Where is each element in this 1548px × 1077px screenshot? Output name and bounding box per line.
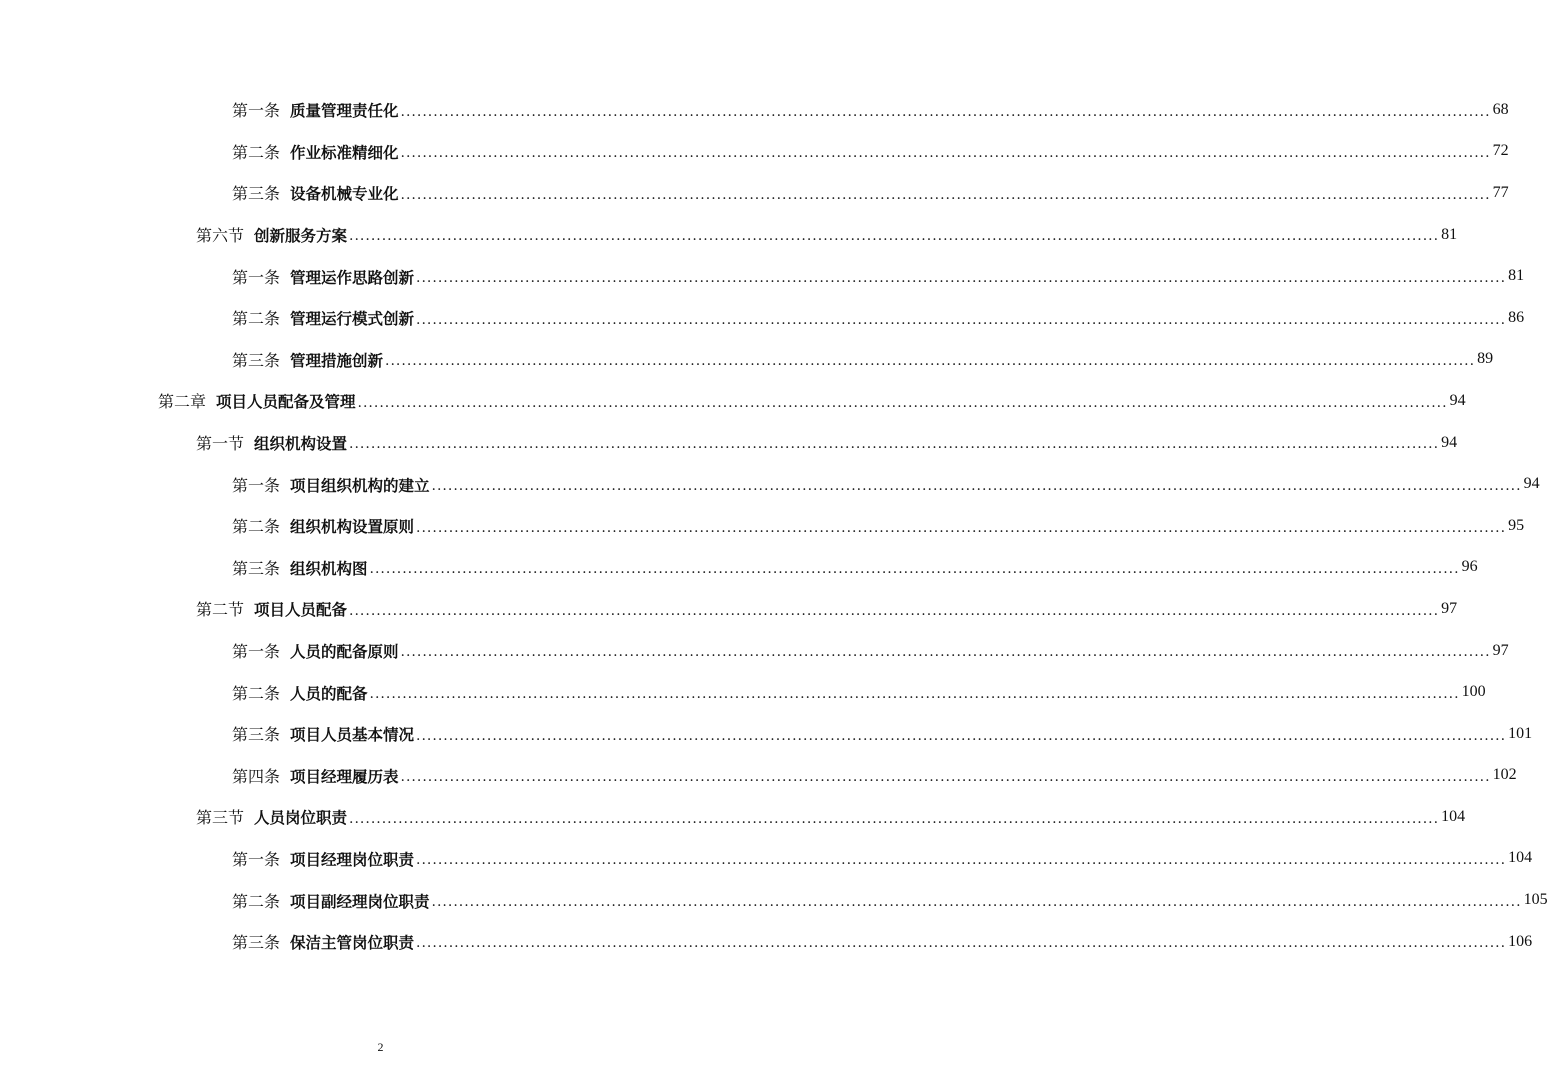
toc-entry[interactable] xyxy=(0,796,1466,838)
toc-leader-dots: ........................................................................................................................................................................................................ xyxy=(385,353,1476,370)
toc-entry-page: 86 xyxy=(1508,308,1525,326)
toc-entry-page: 81 xyxy=(1441,225,1458,243)
toc-entry[interactable] xyxy=(0,463,1540,505)
toc-entry-number: 第二条 xyxy=(232,517,281,537)
toc-entry-label xyxy=(232,722,414,745)
toc-leader-dots: ........................................................................................................................................................................................................ xyxy=(416,311,1507,328)
toc-entry-title: 管理措施创新 xyxy=(290,351,384,370)
toc-entry-title: 组织机构设置 xyxy=(254,435,348,454)
toc-entry-label xyxy=(232,639,399,662)
toc-leader-dots: ........................................................................................................................................................................................................ xyxy=(349,228,1440,245)
toc-entry-page: 95 xyxy=(1508,516,1525,534)
toc-entry-number: 第三条 xyxy=(232,558,281,578)
toc-entry-title: 组织机构图 xyxy=(290,559,368,578)
toc-entry-label xyxy=(232,514,414,537)
toc-entry[interactable] xyxy=(0,838,1533,880)
toc-entry[interactable] xyxy=(0,713,1533,755)
toc-entry[interactable] xyxy=(0,214,1458,256)
toc-entry[interactable] xyxy=(0,89,1509,131)
toc-entry-number: 第三条 xyxy=(232,933,281,953)
toc-entry[interactable] xyxy=(0,339,1494,381)
toc-entry-number: 第三节 xyxy=(196,808,245,828)
toc-entry-number: 第一条 xyxy=(232,642,281,662)
toc-entry-title: 作业标准精细化 xyxy=(290,143,399,162)
toc-entry-page: 72 xyxy=(1492,142,1509,160)
toc-entry-page: 97 xyxy=(1492,641,1509,659)
toc-entry-number: 第一条 xyxy=(232,849,281,869)
toc-entry-number: 第二条 xyxy=(232,142,281,162)
toc-entry-label xyxy=(232,681,368,704)
toc-entry-title: 项目人员基本情况 xyxy=(290,726,415,745)
toc-entry[interactable] xyxy=(0,131,1509,173)
toc-entry-label xyxy=(232,265,414,288)
toc-entry-number: 第三条 xyxy=(232,184,281,204)
toc-leader-dots: ........................................................................................................................................................................................................ xyxy=(416,852,1507,869)
toc-entry-label xyxy=(158,389,356,412)
toc-entry-label xyxy=(232,764,399,787)
toc-entry-page: 77 xyxy=(1492,183,1509,201)
toc-leader-dots: ........................................................................................................................................................................................................ xyxy=(400,644,1491,661)
toc-entry-page: 106 xyxy=(1508,932,1533,950)
toc-entry[interactable] xyxy=(0,755,1517,797)
toc-leader-dots: ........................................................................................................................................................................................................ xyxy=(416,935,1507,952)
toc-leader-dots: ........................................................................................................................................................................................................ xyxy=(416,269,1507,286)
toc-entry-page: 94 xyxy=(1523,475,1540,493)
toc-entry-number: 第二节 xyxy=(196,600,245,620)
toc-leader-dots: ........................................................................................................................................................................................................ xyxy=(349,436,1440,453)
toc-entry-page: 96 xyxy=(1461,558,1478,576)
toc-entry-title: 项目经理履历表 xyxy=(290,767,399,786)
toc-entry-number: 第一节 xyxy=(196,434,245,454)
toc-entry-number: 第六节 xyxy=(196,226,245,246)
toc-entry-title: 项目副经理岗位职责 xyxy=(290,892,430,911)
toc-entry-label xyxy=(232,473,430,496)
page-number: 2 xyxy=(377,1040,384,1054)
toc-entry-title: 创新服务方案 xyxy=(254,227,348,246)
toc-leader-dots: ........................................................................................................................................................................................................ xyxy=(357,394,1448,411)
toc-entry-label xyxy=(232,181,399,204)
toc-leader-dots: ........................................................................................................................................................................................................ xyxy=(369,685,1460,702)
toc-entry-number: 第一条 xyxy=(232,475,281,495)
toc-entry-title: 人员岗位职责 xyxy=(254,809,348,828)
toc-leader-dots: ........................................................................................................................................................................................................ xyxy=(416,519,1507,536)
toc-entry-page: 102 xyxy=(1492,766,1517,784)
toc-entry-number: 第二条 xyxy=(232,683,281,703)
toc-leader-dots: ........................................................................................................................................................................................................ xyxy=(431,477,1522,494)
toc-entry-number: 第二条 xyxy=(232,309,281,329)
toc-entry-label xyxy=(232,98,399,121)
toc-entry-page: 89 xyxy=(1477,350,1494,368)
toc-entry-title: 项目人员配备及管理 xyxy=(216,393,356,412)
toc-entry-label xyxy=(232,889,430,912)
toc-entry-title: 人员的配备原则 xyxy=(290,643,399,662)
toc-entry-number: 第二章 xyxy=(158,392,207,412)
toc-entry[interactable] xyxy=(0,547,1478,589)
toc-entry[interactable] xyxy=(0,671,1486,713)
toc-entry-label xyxy=(232,348,383,371)
toc-entry-title: 保洁主管岗位职责 xyxy=(290,934,415,953)
toc-entry-page: 101 xyxy=(1508,724,1533,742)
toc-entry-title: 组织机构设置原则 xyxy=(290,518,415,537)
toc-leader-dots: ........................................................................................................................................................................................................ xyxy=(400,769,1491,786)
toc-entry-number: 第四条 xyxy=(232,766,281,786)
toc-entry[interactable] xyxy=(0,172,1509,214)
toc-entry-label xyxy=(196,597,347,620)
toc-entry[interactable] xyxy=(0,588,1458,630)
toc-entry[interactable] xyxy=(0,921,1533,963)
toc-leader-dots: ........................................................................................................................................................................................................ xyxy=(349,810,1440,827)
toc-entry-label xyxy=(232,140,399,163)
toc-leader-dots: ........................................................................................................................................................................................................ xyxy=(400,103,1491,120)
toc-entry-label xyxy=(196,431,347,454)
toc-entry[interactable] xyxy=(0,297,1525,339)
toc-entry[interactable] xyxy=(0,879,1548,921)
toc-entry-label xyxy=(232,847,414,870)
toc-leader-dots: ........................................................................................................................................................................................................ xyxy=(416,727,1507,744)
toc-entry-page: 81 xyxy=(1508,267,1525,285)
toc-entry-label xyxy=(232,306,414,329)
toc-entry-number: 第三条 xyxy=(232,350,281,370)
toc-entry-title: 质量管理责任化 xyxy=(290,102,399,121)
toc-entry-number: 第一条 xyxy=(232,101,281,121)
toc-entry-page: 94 xyxy=(1449,391,1466,409)
toc-leader-dots: ........................................................................................................................................................................................................ xyxy=(400,145,1491,162)
toc-entry-title: 管理运作思路创新 xyxy=(290,268,415,287)
toc-entry-page: 105 xyxy=(1523,891,1548,909)
toc-leader-dots: ........................................................................................................................................................................................................ xyxy=(349,602,1440,619)
toc-entry-number: 第三条 xyxy=(232,725,281,745)
toc-entry[interactable] xyxy=(0,380,1466,422)
toc-entry-title: 管理运行模式创新 xyxy=(290,310,415,329)
toc-entry-label xyxy=(232,930,414,953)
toc-entry-title: 项目经理岗位职责 xyxy=(290,850,415,869)
toc-entry[interactable] xyxy=(0,422,1458,464)
toc-entry-page: 100 xyxy=(1461,683,1486,701)
toc-leader-dots: ........................................................................................................................................................................................................ xyxy=(400,186,1491,203)
toc-entry-label xyxy=(196,223,347,246)
toc-entry-page: 104 xyxy=(1508,849,1533,867)
toc-entry-title: 项目人员配备 xyxy=(254,601,348,620)
toc-entry[interactable] xyxy=(0,630,1509,672)
toc-entry-title: 设备机械专业化 xyxy=(290,185,399,204)
toc-leader-dots: ........................................................................................................................................................................................................ xyxy=(431,893,1522,910)
table-of-contents xyxy=(0,89,1548,962)
toc-entry-label xyxy=(196,805,347,828)
toc-entry-page: 94 xyxy=(1441,433,1458,451)
toc-leader-dots: ........................................................................................................................................................................................................ xyxy=(369,561,1460,578)
toc-entry-page: 68 xyxy=(1492,100,1509,118)
toc-entry-page: 104 xyxy=(1441,807,1466,825)
toc-entry-title: 项目组织机构的建立 xyxy=(290,476,430,495)
toc-entry[interactable] xyxy=(0,255,1525,297)
toc-entry-number: 第一条 xyxy=(232,267,281,287)
toc-entry-title: 人员的配备 xyxy=(290,684,368,703)
toc-entry-page: 97 xyxy=(1441,599,1458,617)
toc-entry-label xyxy=(232,556,368,579)
toc-entry-number: 第二条 xyxy=(232,891,281,911)
toc-entry[interactable] xyxy=(0,505,1525,547)
